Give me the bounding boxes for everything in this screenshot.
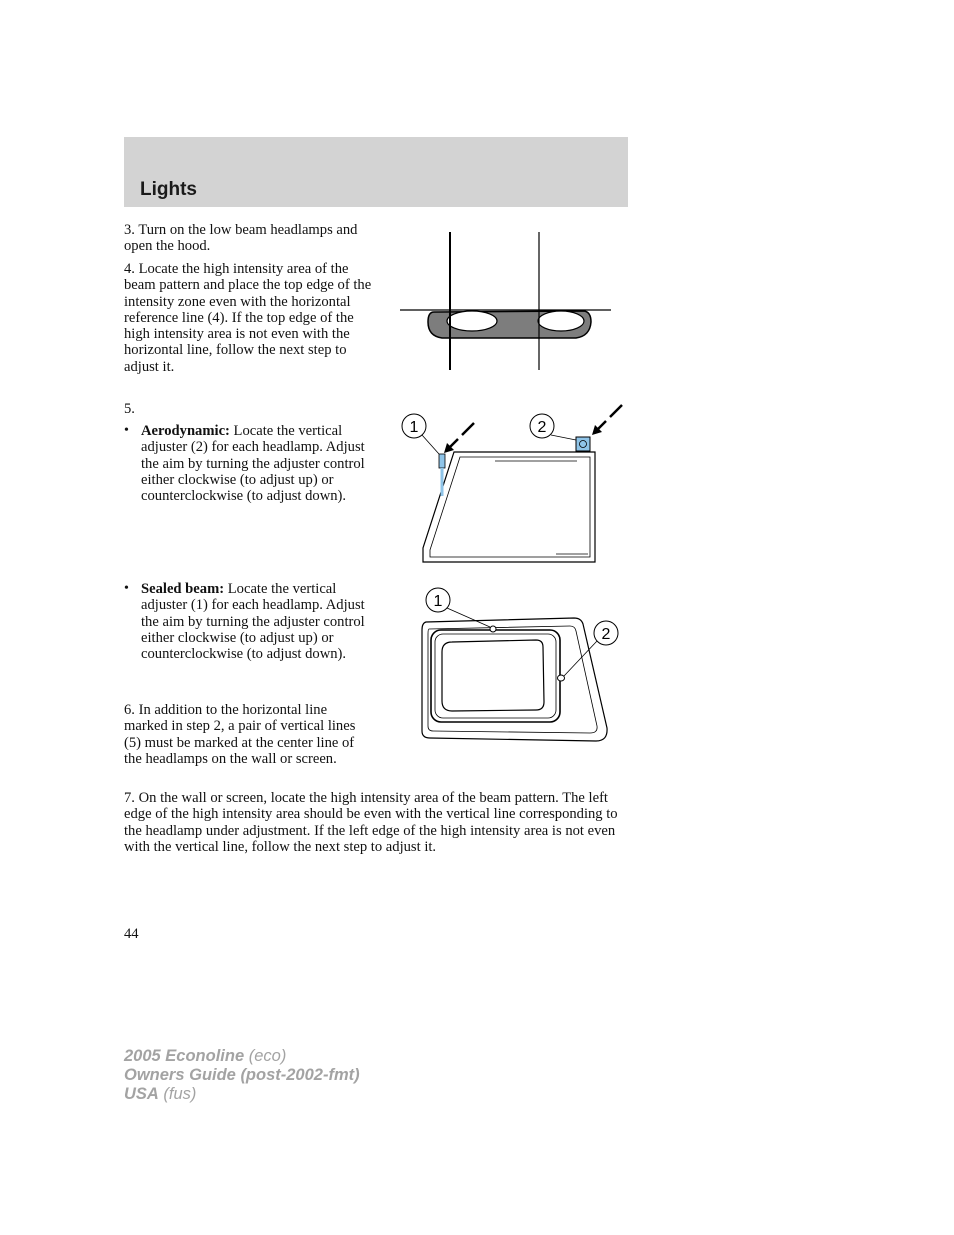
footer-model: 2005 Econoline [124, 1047, 245, 1065]
aerodynamic-label: Aerodynamic: [141, 423, 230, 439]
step-5-text: 5. [124, 401, 135, 417]
beam-pattern-figure [398, 230, 614, 372]
bullet-marker: • [124, 423, 129, 438]
callout-1-label: 1 [409, 419, 419, 436]
aerodynamic-text: Locate the vertical adjuster (2) for each headlamp. Adjust the aim by turning the adjuster control either clockwise (to adjust up) or counterclockwise (to adjust down). [141, 423, 365, 505]
step-6-text: 6. In addition to the horizontal line marked in step 2, a pair of vertical lines (5) must be marked at the center line of the headlamps on the wall or screen. [124, 702, 356, 767]
step-4-text: 4. Locate the high intensity area of the beam pattern and place the top edge of the intensity zone even with the horizontal reference line (4). If the top edge of the high intensity area is not even with the horizontal line, follow the next step to adjust it. [124, 261, 372, 375]
callout-2-label: 2 [601, 626, 611, 643]
arrow-2-dash [610, 405, 622, 417]
callout-1-label: 1 [433, 593, 443, 610]
callout-2-leader [551, 435, 576, 440]
callout-2-label: 2 [537, 419, 547, 436]
callout-1-leader [422, 435, 439, 454]
aerodynamic-headlamp-figure [396, 400, 628, 566]
step-3-text: 3. Turn on the low beam headlamps and open the hood. [124, 222, 358, 255]
footer-market: USA [124, 1085, 159, 1103]
document-footer [124, 1047, 360, 1104]
footer-line-3 [124, 1085, 360, 1104]
adjuster-2-screw [558, 675, 565, 681]
sealed-beam-label: Sealed beam: [141, 581, 225, 597]
sealed-beam-bullet [141, 581, 379, 662]
aerodynamic-bullet [141, 423, 379, 504]
footer-market-code: (fus) [158, 1085, 197, 1103]
bullet-marker: • [124, 581, 129, 596]
step-7-text: 7. On the wall or screen, locate the high intensity area of the beam pattern. The left edge of the high intensity area should be even with the vertical line corresponding to the headlamp under adjustment. If the left edge of the high intensity area is not even with the vertical line, follow the next step to adjust it. [124, 790, 618, 855]
left-beam-spot [447, 311, 497, 331]
arrow-1-dash [462, 423, 474, 435]
footer-line-1 [124, 1047, 360, 1066]
sealed-beam-lens [442, 640, 544, 711]
adjuster-1-screw [490, 626, 496, 632]
adjuster-2-marker [576, 437, 590, 451]
section-header-band [124, 137, 628, 207]
page-number: 44 [124, 926, 139, 942]
headlamp-outline [423, 452, 595, 562]
sealed-beam-headlamp-figure [418, 586, 626, 746]
right-beam-spot [538, 311, 584, 331]
footer-model-code: (eco) [244, 1047, 287, 1065]
sealed-beam-text: Locate the vertical adjuster (1) for each headlamp. Adjust the aim by turning the adjuster control either clockwise (to adjust up) or counterclockwise (to adjust down). [141, 581, 365, 663]
adjuster-1-marker [439, 454, 445, 468]
footer-line-2: Owners Guide (post-2002-fmt) [124, 1066, 360, 1084]
section-title: Lights [140, 179, 197, 200]
